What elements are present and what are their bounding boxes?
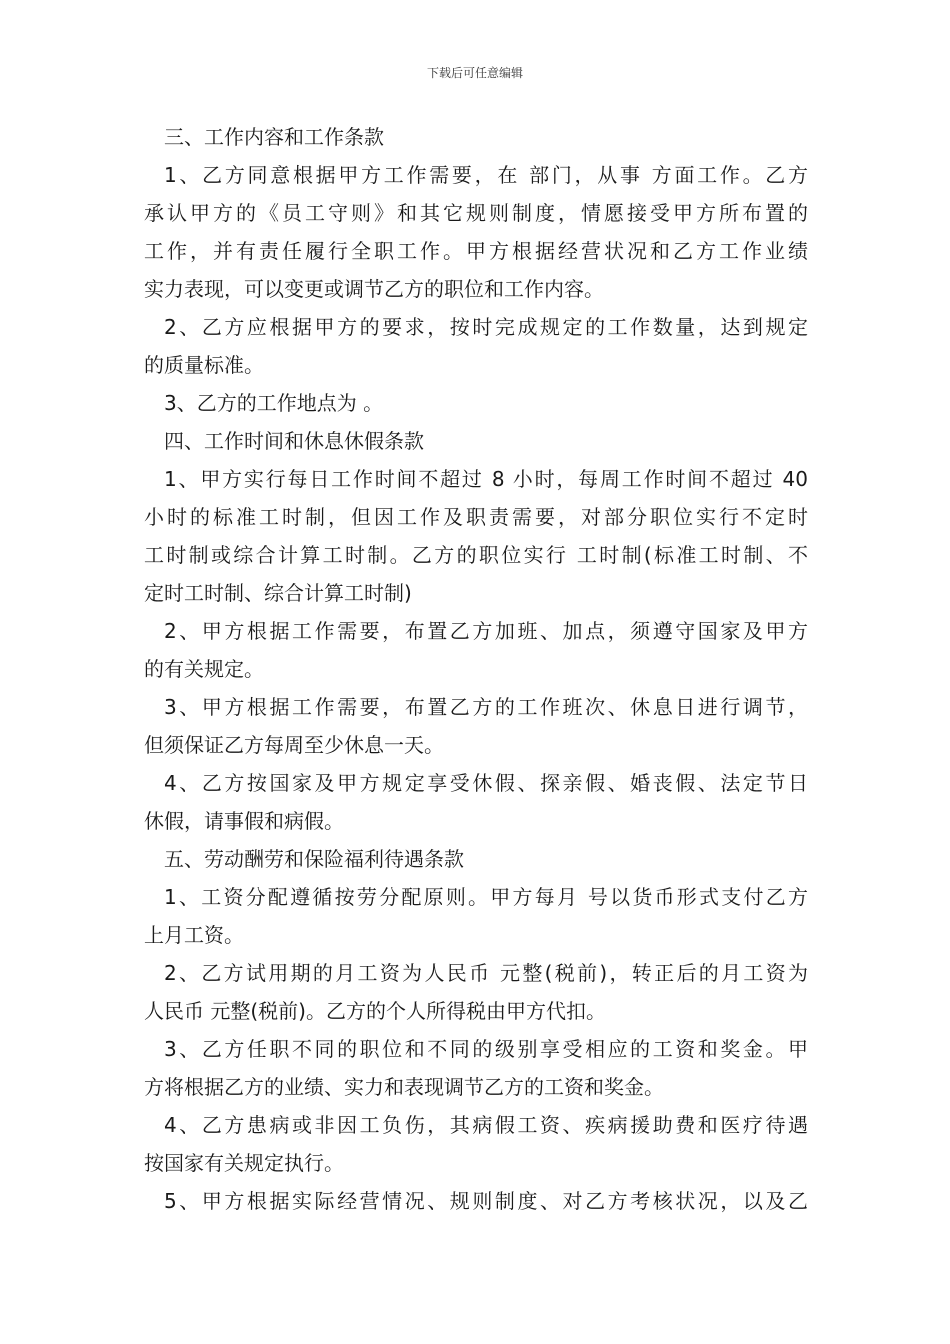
paragraph-line: 1、甲方实行每日工作时间不超过 8 小时，每周工作时间不超过 40: [164, 467, 808, 491]
paragraph-line: 5、甲方根据实际经营情况、规则制度、对乙方考核状况，以及乙: [164, 1189, 808, 1213]
paragraph-line: 3、甲方根据工作需要，布置乙方的工作班次、休息日进行调节，: [164, 695, 808, 719]
paragraph-line: 2、乙方应根据甲方的要求，按时完成规定的工作数量，达到规定: [164, 315, 808, 339]
paragraph-line: 3、乙方任职不同的职位和不同的级别享受相应的工资和奖金。甲: [164, 1037, 808, 1061]
paragraph-line: 1、乙方同意根据甲方工作需要，在 部门，从事 方面工作。乙方: [164, 163, 808, 187]
paragraph-line: 2、乙方试用期的月工资为人民币 元整(税前)，转正后的月工资为: [164, 961, 808, 985]
paragraph-line: 上月工资。: [144, 923, 244, 947]
section-heading: 四、工作时间和休息休假条款: [164, 429, 424, 453]
page-header: 下载后可任意编辑: [426, 66, 523, 80]
paragraph-line: 的有关规定。: [144, 657, 264, 681]
document-body: [144, 118, 808, 1220]
paragraph-line: 小时的标准工时制，但因工作及职责需要，对部分职位实行不定时: [144, 505, 808, 529]
section-heading: 五、劳动酬劳和保险福利待遇条款: [164, 847, 464, 871]
paragraph-line: 方将根据乙方的业绩、实力和表现调节乙方的工资和奖金。: [144, 1075, 664, 1099]
paragraph-line: 定时工时制、综合计算工时制): [144, 581, 412, 605]
paragraph-line: 4、乙方按国家及甲方规定享受休假、探亲假、婚丧假、法定节日: [164, 771, 808, 795]
paragraph-line: 休假，请事假和病假。: [144, 809, 344, 833]
paragraph-line: 人民币 元整(税前)。乙方的个人所得税由甲方代扣。: [144, 999, 606, 1023]
paragraph-line: 工作，并有责任履行全职工作。甲方根据经营状况和乙方工作业绩: [144, 239, 808, 263]
paragraph-line: 3、乙方的工作地点为 。: [164, 391, 384, 415]
paragraph-line: 实力表现，可以变更或调节乙方的职位和工作内容。: [144, 277, 604, 301]
paragraph-line: 1、工资分配遵循按劳分配原则。甲方每月 号以货币形式支付乙方: [164, 885, 808, 909]
section-heading: 三、工作内容和工作条款: [164, 125, 384, 149]
paragraph-line: 4、乙方患病或非因工负伤，其病假工资、疾病援助费和医疗待遇: [164, 1113, 808, 1137]
paragraph-line: 2、甲方根据工作需要，布置乙方加班、加点，须遵守国家及甲方: [164, 619, 808, 643]
paragraph-line: 的质量标准。: [144, 353, 264, 377]
paragraph-line: 承认甲方的《员工守则》和其它规则制度，情愿接受甲方所布置的: [144, 201, 808, 225]
paragraph-line: 但须保证乙方每周至少休息一天。: [144, 733, 444, 757]
paragraph-line: 工时制或综合计算工时制。乙方的职位实行 工时制(标准工时制、不: [144, 543, 808, 567]
paragraph-line: 按国家有关规定执行。: [144, 1151, 344, 1175]
